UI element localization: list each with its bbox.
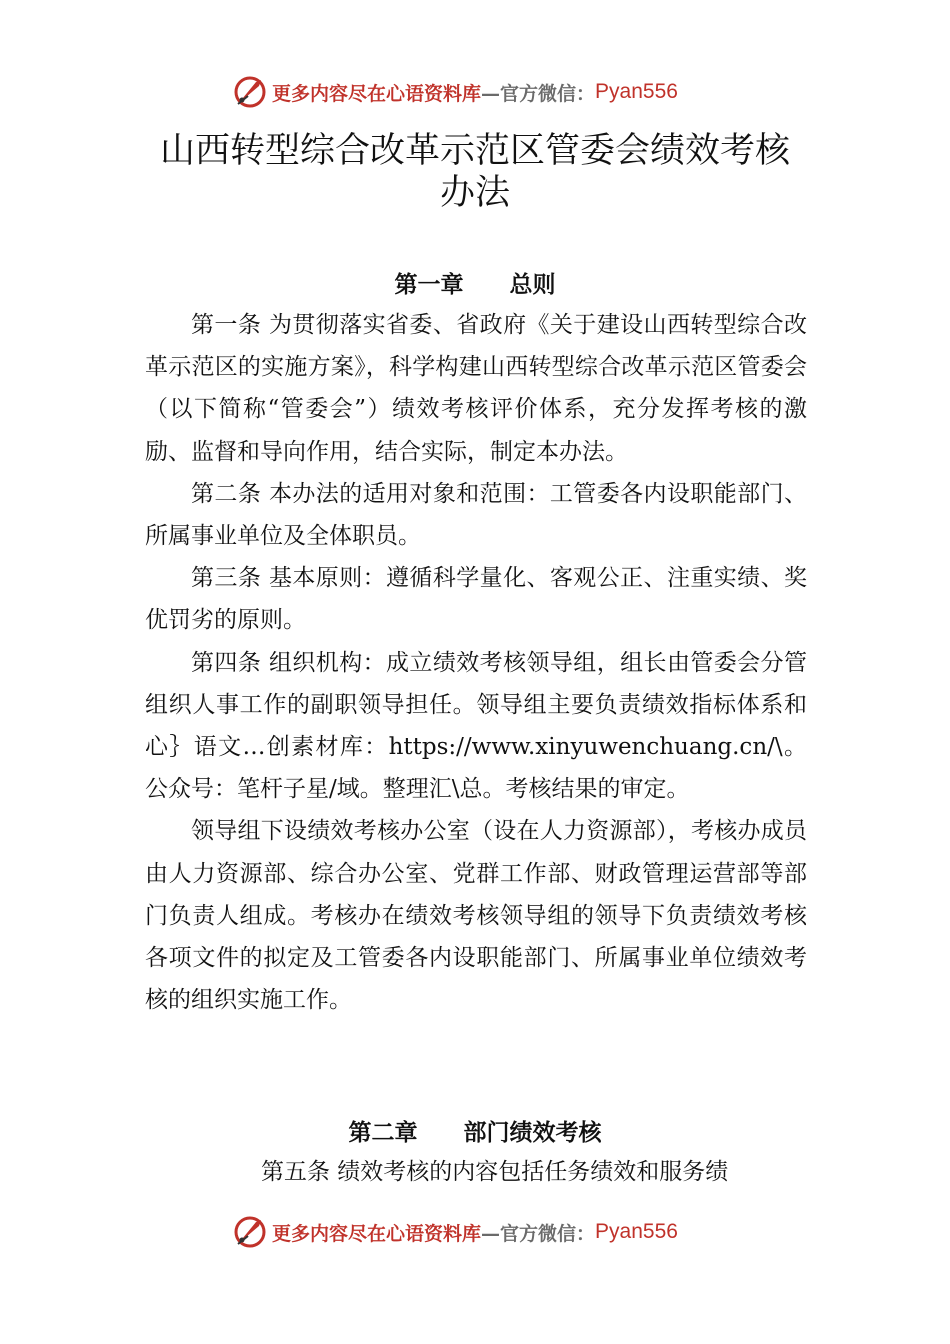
chapter-heading-1: 第一章 总则 [394,272,556,298]
top-banner [0,72,950,112]
quill-pen-logo-icon [232,1214,268,1250]
banner-text: 更多内容尽在心语资料库 [272,82,482,105]
banner-wechat-label: —官方微信： [481,1222,596,1245]
paragraph-article-5: 第五条 绩效考核的内容包括任务绩效和服务绩 [261,1159,729,1185]
document-title-line2: 办法 [439,173,510,213]
paragraph-article-4: 第四条 组织机构：成立绩效考核领导组，组长由管委会分管组织人事工作的副职领导担任。领导组主要负责绩效指标体系和心｝语文…创素材库：https://www.xinyuwenchuang.cn/\。公众号：笔杆子星/域。整理汇\总。考核结果的审定。 [145,649,807,803]
chapter-heading-2: 第二章 部门绩效考核 [348,1120,602,1146]
banner-wechat-label: —官方微信： [481,82,596,105]
document-title-line1: 山西转型综合改革示范区管委会绩效考核 [159,131,790,171]
banner-wechat-id: Pyan556 [595,80,678,103]
banner-wechat-id: Pyan556 [595,1220,678,1243]
bottom-banner [0,1212,950,1252]
document-body-continued [145,1151,807,1193]
paragraph-article-3: 第三条 基本原则：遵循科学量化、客观公正、注重实绩、奖优罚劣的原则。 [145,565,807,634]
banner-text: 更多内容尽在心语资料库 [272,1222,482,1245]
paragraph-leading-group-office: 领导组下设绩效考核办公室（设在人力资源部），考核办成员由人力资源部、综合办公室、党群工作部、财政管理运营部等部门负责人组成。考核办在绩效考核领导组的领导下负责绩效考核各项文件的拟定及工管委各内设职能部门、所属事业单位绩效考核的组织实施工作。 [145,818,807,1014]
paragraph-article-1: 第一条 为贯彻落实省委、省政府《关于建设山西转型综合改革示范区的实施方案》，科学构建山西转型综合改革示范区管委会（以下简称“管委会”）绩效考核评价体系，充分发挥考核的激励、监督和导向作用，结合实际，制定本办法。 [145,312,807,465]
paragraph-article-2: 第二条 本办法的适用对象和范围：工管委各内设职能部门、所属事业单位及全体职员。 [145,480,807,550]
document-body [145,304,807,1021]
quill-pen-logo-icon [232,74,268,110]
